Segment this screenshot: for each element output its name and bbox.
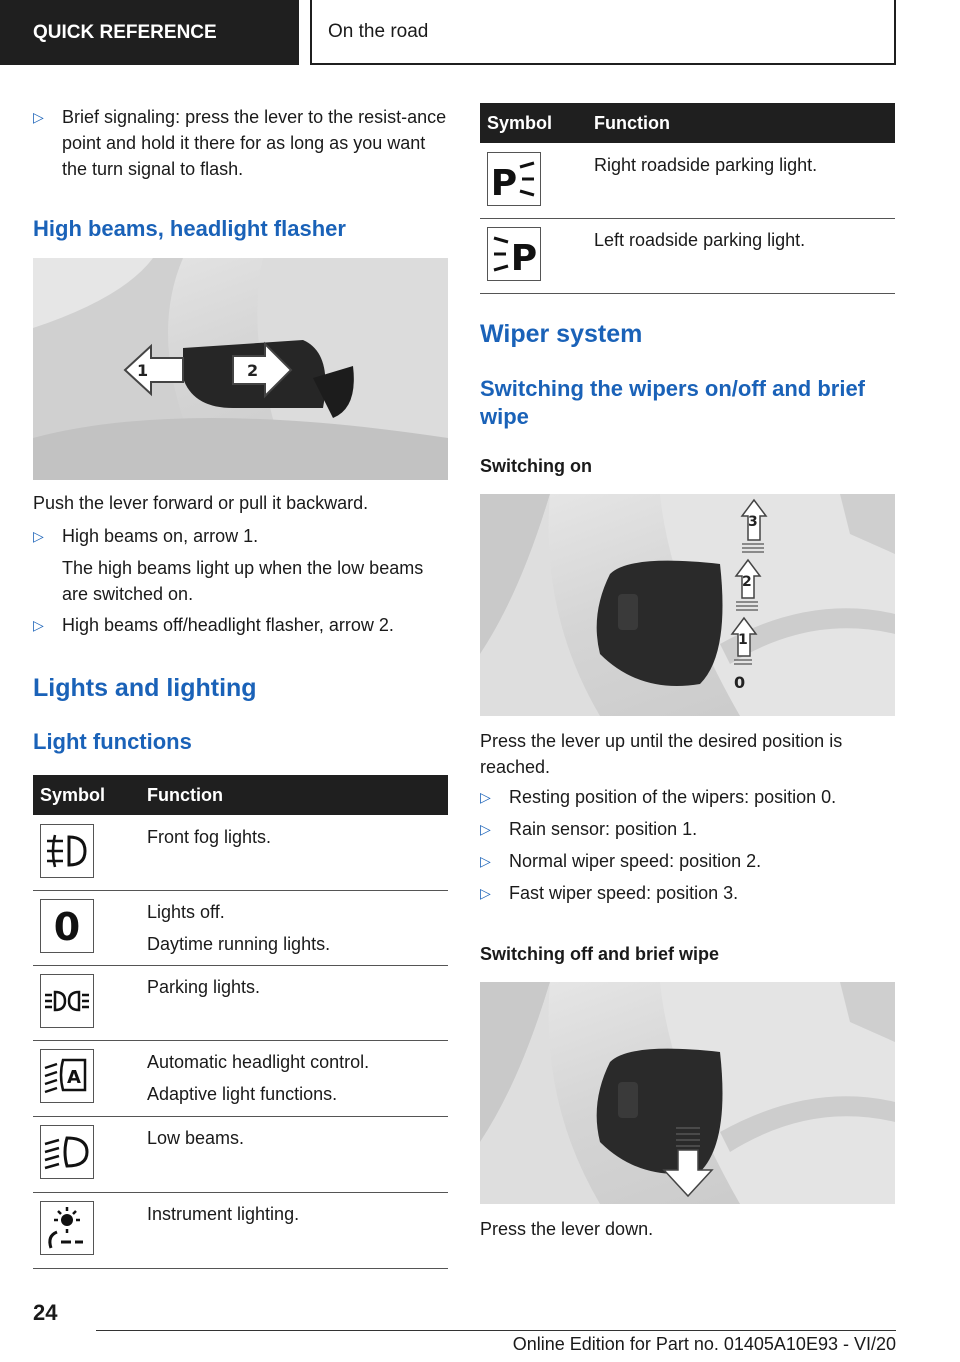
table-row: [33, 965, 448, 1041]
lights-heading: Lights and lighting: [33, 674, 257, 702]
push-text: Push the lever forward or pull it backward.: [33, 493, 369, 513]
light-table-header: Symbol Function: [33, 775, 448, 815]
bullet-triangle-icon: ▷: [33, 617, 44, 633]
bullet-triangle-icon: ▷: [480, 885, 491, 901]
wiper-heading: Wiper system: [480, 320, 643, 348]
list-item: ▷ Fast wiper speed: position 3.: [480, 880, 895, 906]
right-parking-light-icon: [487, 152, 541, 206]
function-text: Parking lights.: [147, 977, 261, 997]
table-row: [33, 815, 448, 891]
svg-text:P: P: [490, 163, 518, 204]
position-1-label: 1: [738, 632, 748, 648]
light-functions-heading: Light functions: [33, 729, 192, 754]
left-parking-light-icon: [487, 227, 541, 281]
table-row: [33, 1192, 448, 1269]
list-item: ▷ Normal wiper speed: position 2.: [480, 848, 895, 874]
parking-light-table-header: Symbol Function: [480, 103, 895, 143]
function-text: Left roadside parking light.: [594, 230, 806, 250]
bullet-triangle-icon: ▷: [33, 109, 44, 125]
press-down-text: Press the lever down.: [480, 1219, 654, 1239]
list-item: ▷ Resting position of the wipers: position 0.: [480, 784, 895, 810]
table-row: [33, 1116, 448, 1193]
intro-bullet: ▷ Brief signaling: press the lever to the resist‐ance point and hold it there for as long as you want the turn signal to flash.: [33, 104, 449, 182]
instrument-lighting-icon: [40, 1201, 94, 1255]
list-item: ▷ High beams off/headlight flasher, arrow 2.: [33, 612, 449, 638]
high-beams-lever-image: [33, 258, 448, 480]
table-row: [33, 1040, 448, 1117]
table-row: [33, 890, 448, 966]
function-text: Low beams.: [147, 1128, 245, 1148]
position-3-label: 3: [748, 514, 758, 530]
table-row: [480, 218, 895, 294]
bullet-triangle-icon: ▷: [480, 853, 491, 869]
press-up-text: Press the lever up until the desired position is reached.: [480, 731, 843, 777]
lights-off-icon: [40, 899, 94, 953]
function-text: Automatic headlight control. Adaptive light functions.: [147, 1052, 370, 1104]
table-row: [480, 143, 895, 219]
parking-lights-icon: [40, 974, 94, 1028]
low-beams-icon: [40, 1125, 94, 1179]
arrow-1-label: 1: [137, 361, 149, 380]
footer-edition: Online Edition for Part no. 01405A10E93 - VI/20: [512, 1334, 896, 1354]
section-tab: QUICK REFERENCE: [0, 0, 299, 65]
wiper-sub-heading: Switching the wipers on/off and brief wipe: [480, 376, 866, 429]
svg-text:0: 0: [53, 905, 81, 949]
wiper-switching-on-image: [480, 494, 895, 716]
arrow-2-label: 2: [247, 361, 259, 380]
svg-text:P: P: [510, 238, 538, 279]
automatic-headlight-icon: [40, 1049, 94, 1103]
switching-on-heading: Switching on: [480, 456, 592, 476]
footer-divider: [96, 1330, 896, 1331]
chapter-tab: On the road: [310, 0, 896, 65]
position-0-label: 0: [734, 673, 746, 692]
list-item: ▷ High beams on, arrow 1. The high beams light up when the low beams are switched on.: [33, 523, 449, 607]
page-number: 24: [33, 1300, 58, 1325]
front-fog-lights-icon: [40, 824, 94, 878]
high-beams-heading: High beams, headlight flasher: [33, 216, 346, 241]
bullet-triangle-icon: ▷: [480, 789, 491, 805]
svg-text:A: A: [67, 1067, 81, 1088]
function-text: Instrument lighting.: [147, 1204, 300, 1224]
position-2-label: 2: [742, 574, 752, 590]
bullet-triangle-icon: ▷: [480, 821, 491, 837]
function-text: Front fog lights.: [147, 827, 272, 847]
wiper-switching-off-image: [480, 982, 895, 1204]
switching-off-heading: Switching off and brief wipe: [480, 944, 720, 964]
list-item: ▷ Rain sensor: position 1.: [480, 816, 895, 842]
function-text: Right roadside parking light.: [594, 155, 818, 175]
bullet-triangle-icon: ▷: [33, 528, 44, 544]
function-text: Lights off. Daytime running lights.: [147, 902, 331, 954]
